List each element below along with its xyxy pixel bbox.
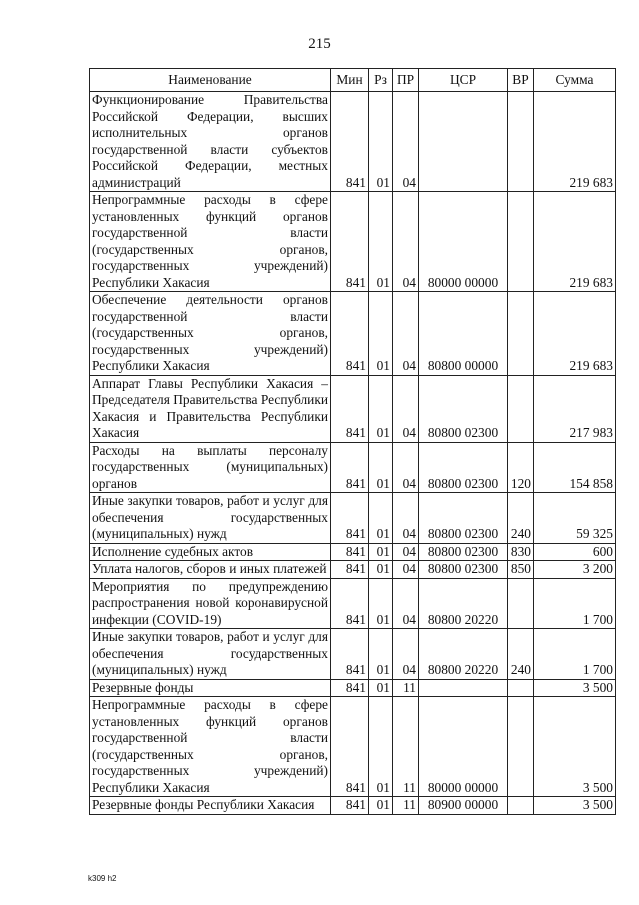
row-rz: 01 [369, 442, 393, 493]
table-row [90, 797, 616, 815]
budget-table [89, 68, 616, 815]
row-name: Непрограммные расходы в сфере установленных функций органов государственной власти (государственных органов, государственных учреждений) Республики Хакасия [90, 192, 331, 292]
row-csr: 80800 02300 [419, 561, 508, 579]
table-row [90, 375, 616, 442]
row-rz: 01 [369, 92, 393, 192]
row-min: 841 [331, 292, 369, 376]
header-rz: Рз [369, 69, 393, 92]
table-row [90, 679, 616, 697]
row-rz: 01 [369, 543, 393, 561]
row-sum: 219 683 [534, 92, 616, 192]
row-name: Иные закупки товаров, работ и услуг для обеспечения государственных (муниципальных) нужд [90, 629, 331, 680]
row-min: 841 [331, 375, 369, 442]
row-vr [508, 697, 534, 797]
row-min: 841 [331, 797, 369, 815]
row-name: Резервные фонды Республики Хакасия [90, 797, 331, 815]
page-number: 215 [308, 36, 331, 52]
row-vr [508, 192, 534, 292]
row-name: Резервные фонды [90, 679, 331, 697]
table-row [90, 697, 616, 797]
row-csr [419, 92, 508, 192]
row-pr: 04 [393, 442, 419, 493]
row-csr: 80800 00000 [419, 292, 508, 376]
row-pr: 04 [393, 561, 419, 579]
row-pr: 04 [393, 192, 419, 292]
table-row [90, 629, 616, 680]
row-pr: 11 [393, 697, 419, 797]
row-sum: 3 500 [534, 679, 616, 697]
table-row [90, 442, 616, 493]
row-name: Иные закупки товаров, работ и услуг для обеспечения государственных (муниципальных) нужд [90, 493, 331, 544]
row-sum: 59 325 [534, 493, 616, 544]
row-min: 841 [331, 543, 369, 561]
header-min: Мин [331, 69, 369, 92]
row-name: Обеспечение деятельности органов государственной власти (государственных органов, государственных учреждений) Республики Хакасия [90, 292, 331, 376]
row-vr [508, 292, 534, 376]
row-rz: 01 [369, 192, 393, 292]
row-sum: 3 500 [534, 697, 616, 797]
row-name: Расходы на выплаты персоналу государственных (муниципальных) органов [90, 442, 331, 493]
table-row [90, 578, 616, 629]
row-pr: 04 [393, 578, 419, 629]
row-rz: 01 [369, 561, 393, 579]
table-row [90, 561, 616, 579]
row-vr [508, 578, 534, 629]
table-row [90, 292, 616, 376]
row-sum: 217 983 [534, 375, 616, 442]
row-name: Непрограммные расходы в сфере установленных функций органов государственной власти (государственных органов, государственных учреждений) Республики Хакасия [90, 697, 331, 797]
row-pr: 04 [393, 292, 419, 376]
row-csr: 80800 02300 [419, 442, 508, 493]
row-rz: 01 [369, 578, 393, 629]
row-rz: 01 [369, 679, 393, 697]
footer-code: k309 h2 [88, 874, 117, 883]
header-pr: ПР [393, 69, 419, 92]
row-sum: 219 683 [534, 292, 616, 376]
row-sum: 1 700 [534, 578, 616, 629]
row-csr: 80800 20220 [419, 629, 508, 680]
row-vr [508, 375, 534, 442]
row-rz: 01 [369, 493, 393, 544]
row-pr: 04 [393, 543, 419, 561]
row-rz: 01 [369, 797, 393, 815]
row-csr: 80800 02300 [419, 543, 508, 561]
row-pr: 11 [393, 797, 419, 815]
row-name: Функционирование Правительства Российской Федерации, высших исполнительных органов государственной власти субъектов Российской Федерации, местных администраций [90, 92, 331, 192]
row-min: 841 [331, 578, 369, 629]
row-csr: 80800 02300 [419, 493, 508, 544]
row-pr: 04 [393, 375, 419, 442]
row-min: 841 [331, 561, 369, 579]
row-vr [508, 679, 534, 697]
table-row [90, 92, 616, 192]
row-sum: 154 858 [534, 442, 616, 493]
row-min: 841 [331, 629, 369, 680]
header-name: Наименование [90, 69, 331, 92]
row-vr: 830 [508, 543, 534, 561]
row-rz: 01 [369, 629, 393, 680]
row-name: Аппарат Главы Республики Хакасия – Председателя Правительства Республики Хакасия и Правительства Республики Хакасия [90, 375, 331, 442]
header-csr: ЦСР [419, 69, 508, 92]
row-min: 841 [331, 493, 369, 544]
row-rz: 01 [369, 292, 393, 376]
row-name: Исполнение судебных актов [90, 543, 331, 561]
table-row [90, 493, 616, 544]
row-sum: 600 [534, 543, 616, 561]
row-csr: 80000 00000 [419, 697, 508, 797]
table-row [90, 192, 616, 292]
row-vr: 120 [508, 442, 534, 493]
row-pr: 04 [393, 493, 419, 544]
row-rz: 01 [369, 697, 393, 797]
row-vr: 240 [508, 629, 534, 680]
row-pr: 04 [393, 92, 419, 192]
row-csr: 80800 02300 [419, 375, 508, 442]
row-csr: 80000 00000 [419, 192, 508, 292]
row-sum: 1 700 [534, 629, 616, 680]
row-min: 841 [331, 192, 369, 292]
row-vr: 850 [508, 561, 534, 579]
table-row [90, 543, 616, 561]
row-sum: 3 200 [534, 561, 616, 579]
header-sum: Сумма [534, 69, 616, 92]
row-min: 841 [331, 679, 369, 697]
row-name: Мероприятия по предупреждению распространения новой коронавирусной инфекции (COVID-19) [90, 578, 331, 629]
header-vr: ВР [508, 69, 534, 92]
row-rz: 01 [369, 375, 393, 442]
row-pr: 11 [393, 679, 419, 697]
row-csr: 80900 00000 [419, 797, 508, 815]
row-sum: 3 500 [534, 797, 616, 815]
row-min: 841 [331, 697, 369, 797]
row-min: 841 [331, 442, 369, 493]
row-pr: 04 [393, 629, 419, 680]
row-vr [508, 797, 534, 815]
row-name: Уплата налогов, сборов и иных платежей [90, 561, 331, 579]
row-sum: 219 683 [534, 192, 616, 292]
row-vr: 240 [508, 493, 534, 544]
row-min: 841 [331, 92, 369, 192]
table-header-row [90, 69, 616, 92]
row-vr [508, 92, 534, 192]
row-csr: 80800 20220 [419, 578, 508, 629]
row-csr [419, 679, 508, 697]
